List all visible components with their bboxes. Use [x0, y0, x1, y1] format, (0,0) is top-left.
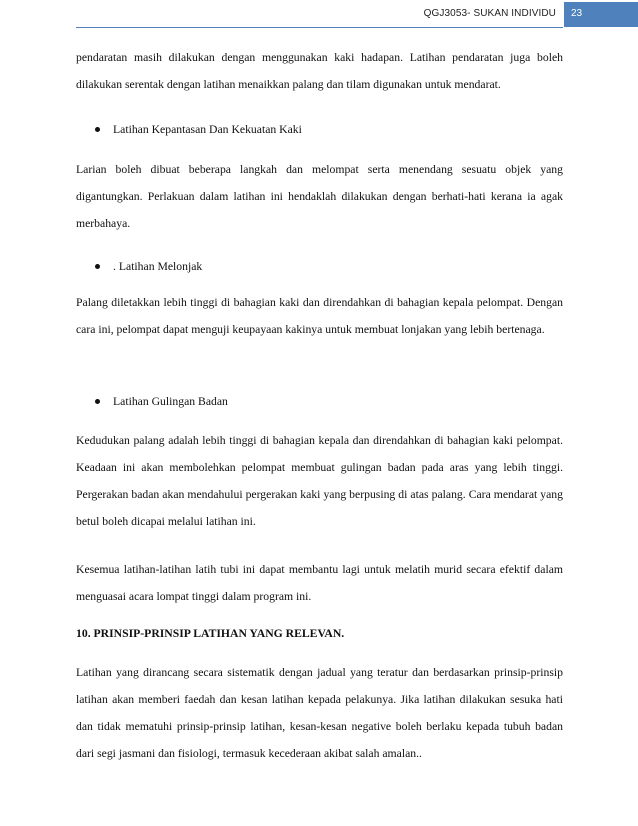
bullet-item-jump	[95, 253, 202, 280]
paragraph-bar-position: Palang diletakkan lebih tinggi di bahagian kaki dan direndahkan di bahagian kepala pelompat. Dengan cara ini, pelompat dapat menguji keupayaan kakinya untuk membuat lonjakan yang lebih bertenaga.	[76, 296, 563, 336]
bullet-icon	[95, 264, 100, 269]
bullet-label: Latihan Gulingan Badan	[113, 395, 228, 408]
paragraph-body-roll: Kedudukan palang adalah lebih tinggi di bahagian kepala dan direndahkan di bahagian kaki pelompat. Keadaan ini akan membolehkan pelompat membuat gulingan badan pada aras yang lebih tinggi. Pergerakan badan akan mendahului pergerakan kaki yang berpusing di atas palang. Cara mendarat yang betul boleh dicapai melalui latihan ini.	[76, 434, 563, 528]
bullet-label: Latihan Kepantasan Dan Kekuatan Kaki	[113, 123, 302, 136]
header-course-title: QGJ3053- SUKAN INDIVIDU	[423, 8, 556, 19]
bullet-icon	[95, 127, 100, 132]
paragraph-summary: Kesemua latihan-latihan latih tubi ini dapat membantu lagi untuk melatih murid secara efektif dalam menguasai acara lompat tinggi dalam program ini.	[76, 563, 563, 603]
bullet-label: . Latihan Melonjak	[113, 260, 203, 273]
header-divider	[76, 27, 563, 28]
bullet-item-body-roll	[95, 388, 228, 415]
page-number-badge: 23	[564, 2, 638, 27]
paragraph-training-principles: Latihan yang dirancang secara sistematik dengan jadual yang teratur dan berdasarkan prinsip-prinsip latihan akan memberi faedah dan kesan latihan kepada pelakunya. Jika latihan dilakukan sesuka hati dan tidak mematuhi prinsip-prinsip latihan, kesan-kesan negative boleh berlaku kepada tubuh badan dari segi jasmani dan fisiologi, termasuk kecederaan akibat salah amalan..	[76, 666, 563, 760]
section-heading-training-principles: 10. PRINSIP-PRINSIP LATIHAN YANG RELEVAN.	[76, 627, 345, 640]
paragraph-landing: pendaratan masih dilakukan dengan menggunakan kaki hadapan. Latihan pendaratan juga boleh dilakukan serentak dengan latihan menaikkan palang dan tilam digunakan untuk mendarat.	[76, 51, 563, 91]
paragraph-run-kick: Larian boleh dibuat beberapa langkah dan melompat serta menendang sesuatu objek yang digantungkan. Perlakuan dalam latihan ini hendaklah dilakukan dengan berhati-hati kerana ia agak merbahaya.	[76, 163, 563, 230]
bullet-icon	[95, 399, 100, 404]
bullet-item-speed-strength	[95, 116, 302, 143]
